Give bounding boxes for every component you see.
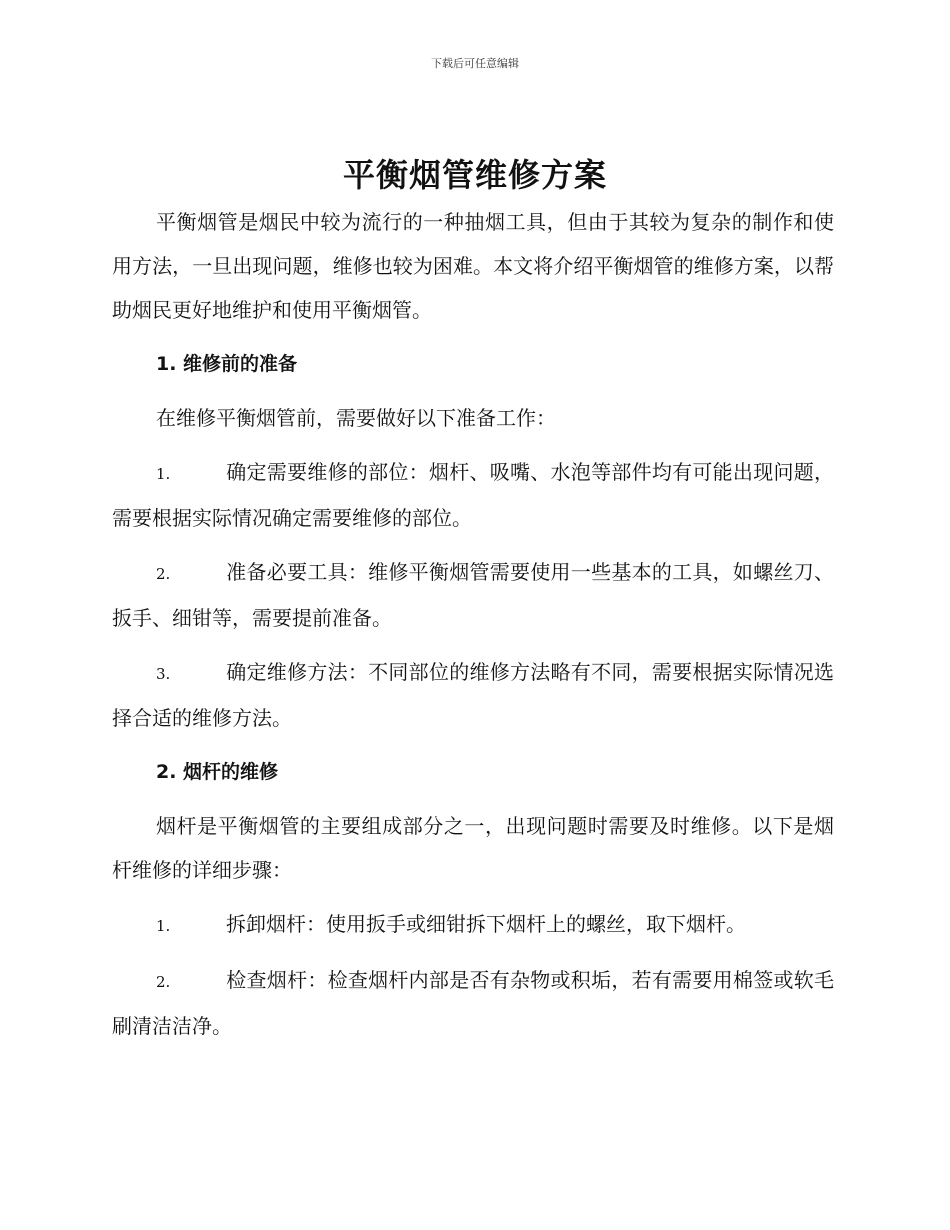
list-number: 2.	[156, 973, 171, 991]
list-item	[112, 902, 834, 948]
list-text: 拆卸烟杆：使用扳手或细钳拆下烟杆上的螺丝，取下烟杆。	[226, 912, 746, 936]
list-text: 确定需要维修的部位：烟杆、吸嘴、水泡等部件均有可能出现问题，需要根据实际情况确定需要维修的部位。	[112, 460, 834, 530]
section-lead-preparation: 在维修平衡烟管前，需要做好以下准备工作：	[156, 406, 556, 430]
list-text: 检查烟杆：检查烟杆内部是否有杂物或积垢，若有需要用棉签或软毛刷清洁洁净。	[112, 968, 834, 1038]
list-item	[112, 650, 834, 740]
list-number: 2.	[156, 565, 171, 583]
header-note: 下载后可任意编辑	[431, 57, 519, 70]
list-number: 1.	[156, 917, 171, 935]
list-text: 确定维修方法：不同部位的维修方法略有不同，需要根据实际情况选择合适的维修方法。	[112, 660, 834, 730]
document-body	[112, 200, 834, 1048]
list-text: 准备必要工具：维修平衡烟管需要使用一些基本的工具，如螺丝刀、扳手、细钳等，需要提前准备。	[112, 560, 834, 630]
intro-paragraph: 平衡烟管是烟民中较为流行的一种抽烟工具，但由于其较为复杂的制作和使用方法，一旦出现问题，维修也较为困难。本文将介绍平衡烟管的维修方案，以帮助烟民更好地维护和使用平衡烟管。	[112, 210, 834, 322]
list-number: 1.	[156, 465, 171, 483]
section-heading-pipe-stem: 2. 烟杆的维修	[156, 761, 279, 783]
section-heading-preparation: 1. 维修前的准备	[156, 353, 298, 375]
list-item	[112, 450, 834, 540]
document-title: 平衡烟管维修方案	[342, 156, 607, 194]
section-lead-pipe-stem: 烟杆是平衡烟管的主要组成部分之一，出现问题时需要及时维修。以下是烟杆维修的详细步骤：	[112, 814, 834, 882]
list-number: 3.	[156, 665, 171, 683]
list-item	[112, 550, 834, 640]
list-item	[112, 958, 834, 1048]
